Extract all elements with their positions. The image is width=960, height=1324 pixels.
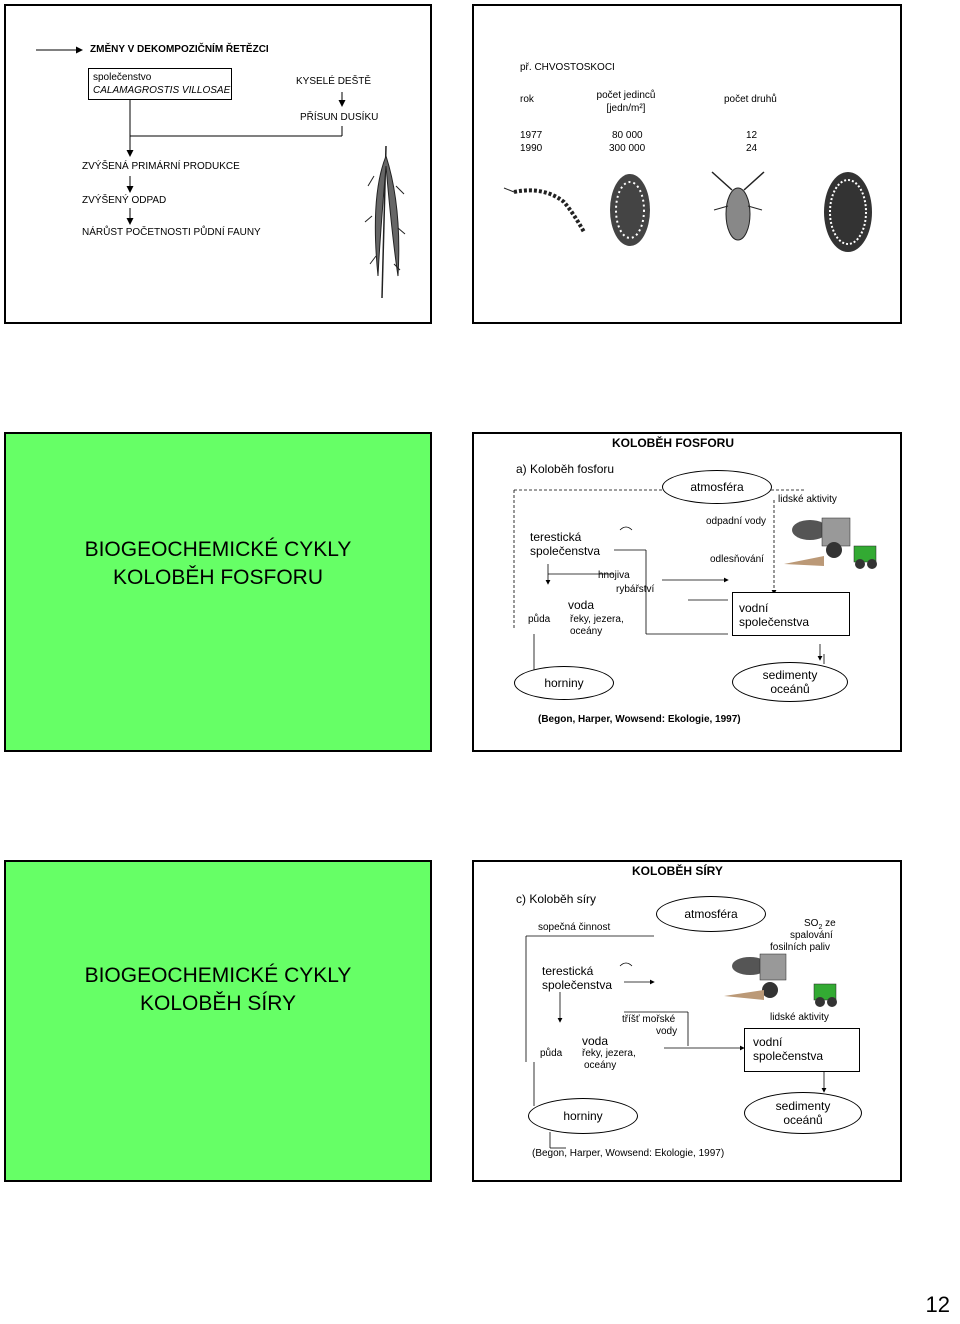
atmosphere-ellipse: atmosféra bbox=[656, 896, 766, 932]
phosphorus-citation: (Begon, Harper, Wowsend: Ekologie, 1997) bbox=[538, 714, 741, 725]
aquatic-box bbox=[744, 1028, 860, 1072]
slide5-title-line2: KOLOBĚH SÍRY bbox=[139, 992, 296, 1015]
fertilizers-label: hnojiva bbox=[598, 570, 630, 581]
water-sub-line2: oceány bbox=[584, 1060, 617, 1071]
slide3-title-line1: BIOGEOCHEMICKÉ CYKLY bbox=[84, 538, 352, 561]
soil-label: půda bbox=[528, 614, 551, 625]
so2-rest: ze bbox=[822, 918, 836, 929]
aquatic-line2: společenstva bbox=[739, 615, 810, 629]
springtail-icon-1 bbox=[504, 188, 584, 232]
slide-title-phosphorus bbox=[4, 432, 432, 752]
wastewater-label: odpadní vody bbox=[706, 516, 767, 527]
sediments-ellipse bbox=[732, 662, 848, 702]
community-label: společenstvo bbox=[93, 72, 152, 83]
aquatic-box bbox=[732, 592, 850, 636]
slide5-title-line1: BIOGEOCHEMICKÉ CYKLY bbox=[84, 964, 352, 987]
sediments-line1: sedimenty bbox=[775, 1098, 831, 1113]
sulfur-subtitle: c) Koloběh síry bbox=[516, 892, 597, 906]
aquatic-line2: společenstva bbox=[753, 1049, 824, 1063]
human-activities-illustration bbox=[724, 954, 837, 1007]
row-1977-year: 1977 bbox=[520, 130, 543, 141]
atmosphere-ellipse: atmosféra bbox=[662, 470, 772, 504]
sediments-ellipse bbox=[744, 1092, 862, 1134]
phosphorus-subtitle: a) Koloběh fosforu bbox=[516, 462, 615, 476]
springtail-icon-2 bbox=[610, 174, 650, 246]
col-species: počet druhů bbox=[724, 94, 777, 105]
springtail-icon-3 bbox=[712, 172, 764, 240]
sea-spray-line2: vody bbox=[656, 1026, 678, 1037]
slide-title-sulfur bbox=[4, 860, 432, 1182]
water-sub-line2: oceány bbox=[570, 626, 603, 637]
sediments-line1: sedimenty bbox=[762, 667, 818, 682]
terrestrial-line2: společenstva bbox=[542, 978, 613, 992]
sulfur-citation: (Begon, Harper, Wowsend: Ekologie, 1997) bbox=[532, 1148, 725, 1159]
increased-waste-label: ZVÝŠENÝ ODPAD bbox=[82, 195, 167, 206]
slide-phosphorus-cycle bbox=[472, 432, 902, 752]
so2-subscript: 2 bbox=[818, 924, 823, 931]
human-activities-illustration bbox=[784, 518, 877, 569]
soil-label: půda bbox=[540, 1048, 563, 1059]
water-label: voda bbox=[582, 1034, 609, 1048]
aquatic-line1: vodní bbox=[739, 601, 769, 615]
phosphorus-title: KOLOBĚH FOSFORU bbox=[612, 436, 734, 450]
volcanic-label: sopečná činnost bbox=[538, 922, 611, 933]
so2-base: SO bbox=[804, 918, 819, 929]
water-sub-line1: řeky, jezera, bbox=[582, 1048, 636, 1059]
sea-spray-line1: tříšť mořské bbox=[622, 1014, 676, 1025]
water-sub-line1: řeky, jezera, bbox=[570, 614, 624, 625]
human-activities-label: lidské aktivity bbox=[770, 1012, 829, 1023]
sulfur-title: KOLOBĚH SÍRY bbox=[632, 864, 723, 878]
slide-springtails bbox=[472, 4, 902, 324]
terrestrial-line2: společenstva bbox=[530, 544, 601, 558]
deforestation-label: odlesňování bbox=[710, 554, 764, 565]
slide-sulfur-cycle bbox=[472, 860, 902, 1182]
nitrogen-input-label: PŘÍSUN DUSÍKU bbox=[300, 112, 379, 123]
aquatic-line1: vodní bbox=[753, 1035, 783, 1049]
acid-rain-label: KYSELÉ DEŠTĚ bbox=[296, 76, 372, 87]
grass-illustration bbox=[365, 146, 405, 298]
rocks-ellipse: horniny bbox=[514, 666, 614, 700]
row-1990-species: 24 bbox=[746, 143, 758, 154]
springtail-icon-4 bbox=[824, 172, 872, 252]
row-1990-individuals: 300 000 bbox=[609, 143, 646, 154]
primary-production-label: ZVÝŠENÁ PRIMÁRNÍ PRODUKCE bbox=[82, 161, 240, 172]
row-1977-species: 12 bbox=[746, 130, 758, 141]
row-1990-year: 1990 bbox=[520, 143, 543, 154]
terrestrial-line1: terestická bbox=[542, 964, 594, 978]
combustion-line1: spalování bbox=[790, 930, 833, 941]
col-year: rok bbox=[520, 94, 534, 105]
decomposition-header: ZMĚNY V DEKOMPOZIČNÍM ŘETĚZCI bbox=[90, 44, 269, 55]
soil-fauna-label: NÁRŮST POČETNOSTI PŮDNÍ FAUNY bbox=[82, 227, 261, 238]
fishing-label: rybářství bbox=[616, 584, 655, 595]
combustion-line2: fosilních paliv bbox=[770, 942, 831, 953]
slide-decomposition-chain bbox=[4, 4, 432, 324]
sediments-line2: oceánů bbox=[770, 682, 810, 696]
example-title: př. CHVOSTOSKOCI bbox=[520, 62, 615, 73]
water-label: voda bbox=[568, 598, 595, 612]
terrestrial-line1: terestická bbox=[530, 530, 582, 544]
community-species: CALAMAGROSTIS VILLOSAE bbox=[93, 85, 231, 96]
row-1977-individuals: 80 000 bbox=[612, 130, 643, 141]
human-activities-label: lidské aktivity bbox=[778, 494, 837, 505]
sediments-line2: oceánů bbox=[783, 1113, 823, 1127]
community-box bbox=[88, 68, 232, 100]
rocks-ellipse: horniny bbox=[528, 1098, 638, 1134]
slide3-title-line2: KOLOBĚH FOSFORU bbox=[112, 566, 324, 589]
col-individuals: počet jedinců [jedn/m²] bbox=[596, 90, 656, 114]
springtail-illustrations bbox=[474, 6, 902, 324]
page-number: 12 bbox=[925, 1292, 950, 1317]
